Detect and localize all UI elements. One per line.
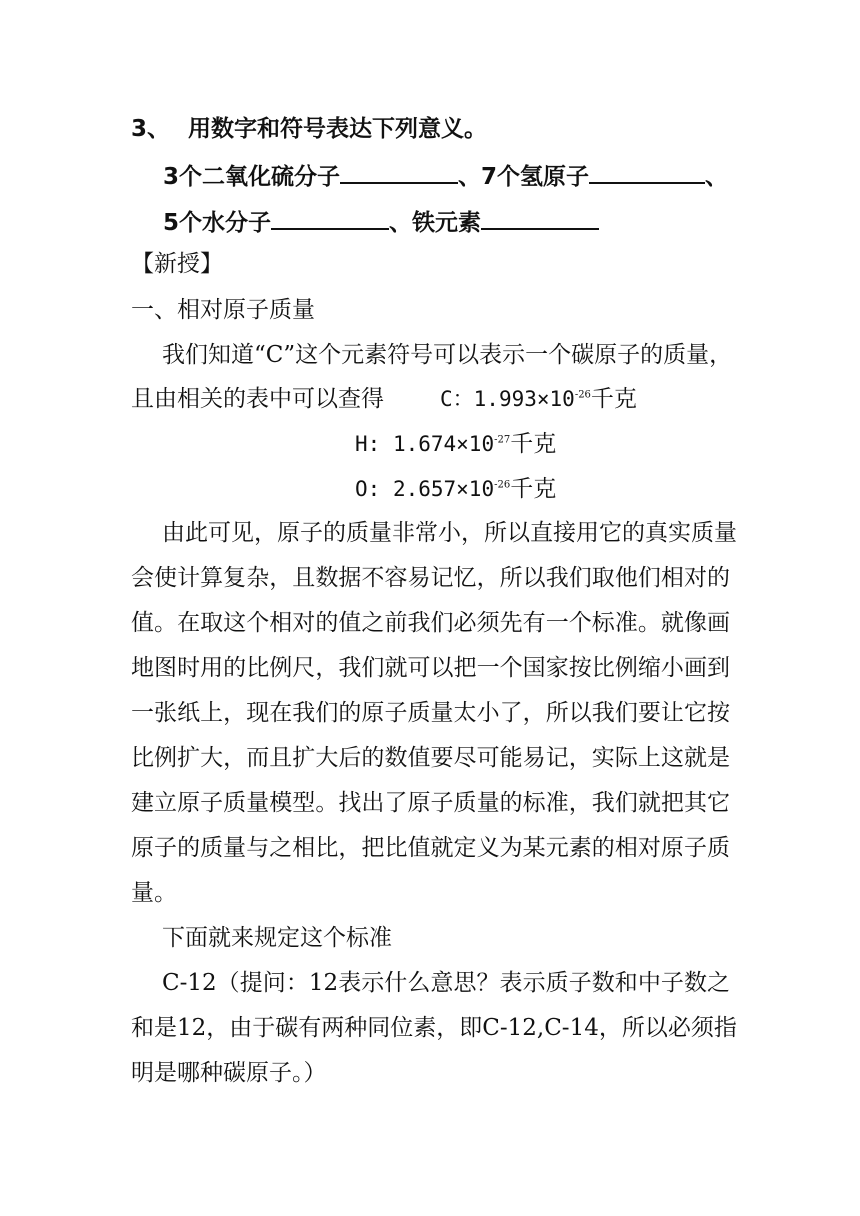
mass-exponent: -26 <box>494 479 511 491</box>
mass-oxygen <box>355 474 556 504</box>
intro-line-2 <box>131 384 384 414</box>
mass-label: O: <box>355 477 393 501</box>
separator: 、 <box>458 164 482 190</box>
c12-line: C-12（提问：12表示什么意思？表示质子数和中子数之 <box>162 970 730 996</box>
section-tag: 【新授】 <box>131 251 223 277</box>
paragraph-line: 值。在取这个相对的值之前我们必须先有一个标准。就像画 <box>131 610 730 636</box>
answer-blank-1[interactable] <box>340 158 458 184</box>
exercise-title: 用数字和符号表达下列意义。 <box>188 116 488 142</box>
answer-blank-2[interactable] <box>589 158 705 184</box>
paragraph-line: 量。 <box>131 880 177 906</box>
item-water-molecules: 5个水分子 <box>163 210 272 236</box>
mass-exponent: -27 <box>494 434 511 446</box>
mass-unit: 千克 <box>590 386 637 412</box>
exercise-row-1 <box>163 158 728 192</box>
separator: 、 <box>389 210 413 236</box>
paragraph-line: 原子的质量与之相比，把比值就定义为某元素的相对原子质 <box>131 835 730 861</box>
paragraph-line: 比例扩大，而且扩大后的数值要尽可能易记，实际上这就是 <box>131 745 730 771</box>
c12-line: 和是12，由于碳有两种同位素，即C-12,C-14，所以必须指 <box>131 1015 737 1041</box>
mass-carbon <box>440 384 637 414</box>
item-hydrogen-atoms: 7个氢原子 <box>481 164 590 190</box>
intro-text: 且由相关的表中可以查得 <box>131 386 384 412</box>
mass-value: 1.674×10 <box>392 432 495 456</box>
mass-unit: 千克 <box>510 476 557 502</box>
standard-line: 下面就来规定这个标准 <box>162 925 392 951</box>
section-heading: 一、相对原子质量 <box>131 297 315 323</box>
mass-hydrogen <box>355 429 556 459</box>
answer-blank-4[interactable] <box>481 204 599 230</box>
paragraph-line: 建立原子质量模型。找出了原子质量的标准，我们就把其它 <box>131 790 730 816</box>
exercise-number: 3、 <box>131 116 171 142</box>
mass-value: 2.657×10 <box>392 477 495 501</box>
mass-unit: 千克 <box>510 431 557 457</box>
paragraph-line: 由此可见，原子的质量非常小，所以直接用它的真实质量 <box>162 520 737 546</box>
paragraph-line: 地图时用的比例尺，我们就可以把一个国家按比例缩小画到 <box>131 655 730 681</box>
mass-label: H: <box>355 432 393 456</box>
item-iron-element: 铁元素 <box>412 210 482 236</box>
exercise-title-line <box>131 114 487 144</box>
paragraph-line: 会使计算复杂，且数据不容易记忆，所以我们取他们相对的 <box>131 565 730 591</box>
answer-blank-3[interactable] <box>271 204 389 230</box>
intro-line-1: 我们知道“C”这个元素符号可以表示一个碳原子的质量， <box>162 342 733 368</box>
paragraph-line: 一张纸上，现在我们的原子质量太小了，所以我们要让它按 <box>131 700 730 726</box>
mass-value: 1.993×10 <box>473 387 575 411</box>
exercise-row-2 <box>163 204 599 238</box>
c12-line: 明是哪种碳原子。） <box>131 1060 327 1086</box>
mass-label: C： <box>440 387 474 411</box>
item-sulfur-dioxide: 3个二氧化硫分子 <box>163 164 341 190</box>
mass-exponent: -26 <box>574 389 591 401</box>
separator: 、 <box>705 164 729 190</box>
